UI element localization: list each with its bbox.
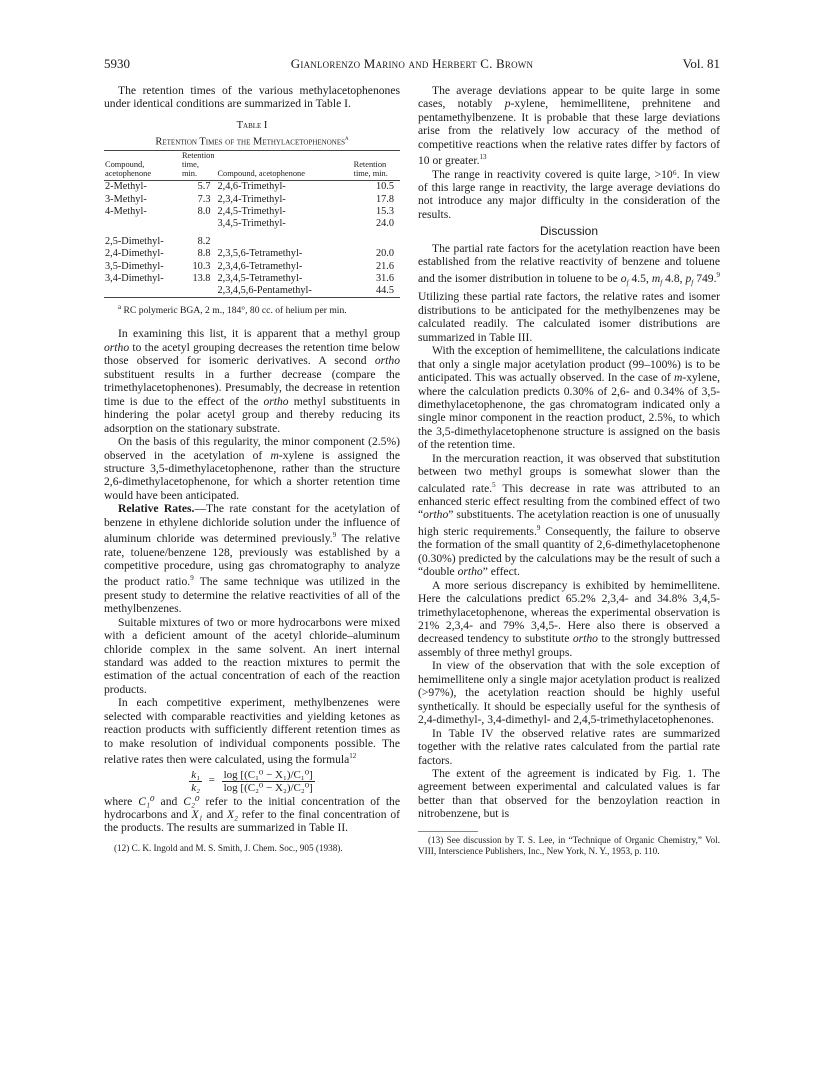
table-row: 2,3,4,5,6-Pentamethyl- 44.5 <box>104 285 400 298</box>
running-authors: Gianlorenzo Marino and Herbert C. Brown <box>290 56 534 71</box>
footnote-12: (12) C. K. Ingold and M. S. Smith, J. Chem. Soc., 905 (1938). <box>114 842 343 853</box>
rate-formula: $\frac{\text{k₁}}{\text{k₂}}$ = $\frac{\text{log [(C₁⁰ − X₁)/C₁⁰]}}{\text{log [(C₂⁰ − X₂)/C₂⁰]}}$ <box>191 768 313 794</box>
paragraph: A more serious discrepancy is exhibited by hemimellitene. Here the calculations predict 65.2% 2,3,4- and 34.8% 3,4,5-trimethylacetophenone, whereas the experimental observation is 21% 2,3,4- and 79% 3,4,5-. Here also there is observed a decreased tendency to substitute ortho to the strongly buttressed assembly of three methyl groups. <box>418 578 720 659</box>
left-column <box>104 84 400 854</box>
table-row: 3,5-Dimethyl- 10.3 2,3,4,6-Tetramethyl- 21.6 <box>105 260 394 272</box>
paragraph: In examining this list, it is apparent that a methyl group ortho to the acetyl grouping decreases the retention time below those observed for isomeric derivatives. A second ortho substituent results in a further decrease (compare the trimethylacetophenones). Presumably, the decrease in retention time is due to the effect of the ortho methyl substituents in hindering the polar acetyl group and thereby reducing its adsorption on the stationary substrate. <box>104 327 400 435</box>
column-header: Compound, acetophenone <box>216 151 352 181</box>
section-heading: Discussion <box>539 224 599 239</box>
table-row: 2,4-Dimethyl- 8.8 2,3,5,6-Tetramethyl- 20.0 <box>105 248 394 260</box>
paragraph: The partial rate factors for the acetylation reaction have been established from the relative reactivity of benzene and toluene and the isomer distribution in toluene to be $o_f$ 4.5, $m_f$ 4.8, $p_f$ 749.$^9$ Utilizing these partial rate factors, the relative rates and isomer distributions to be anticipated for the methylbenzenes may be calculated readily. The calculated isomer distributions are summarized in Table III. <box>418 241 721 344</box>
column-header: Retention time, min. <box>181 151 217 181</box>
retention-times-table <box>104 150 400 298</box>
table-row: 4-Methyl- 8.0 2,4,5-Trimethyl- 15.3 <box>105 205 394 217</box>
paragraph: The extent of the agreement is indicated by Fig. 1. The agreement between experimental and calculated values is far better than that observed for the benzoylation reaction in nitrobenzene, but is <box>418 766 720 821</box>
table-row: 2,5-Dimethyl- 8.2 <box>105 236 211 248</box>
paragraph: In the mercuration reaction, it was observed that substitution between two methyl groups is somewhat slower than the calculated rate.$^5$ This decrease in rate was attributed to an enhanced steric effect resulting from the combined effect of two “ortho” substituents. The acetylation reaction is one of unusually high steric requirements.$^9$ Consequently, the failure to observe the formation of the small quantity of 2,6-dimethylacetophenone (0.30%) predicted by the calculations may be the result of such a “double ortho” effect. <box>418 451 720 579</box>
table-title: Retention Times of the Methylacetophenones$^a$ <box>155 133 349 148</box>
paragraph: The range in reactivity covered is quite large, >10⁶. In view of this large range in reactivity, the large average deviations do not introduce any major difficulty in the consideration of the results. <box>418 167 720 221</box>
column-header: Retention time, min. <box>353 151 400 181</box>
paragraph: The average deviations appear to be quite large in some cases, notably p-xylene, hemimellitene, prehnitene and pentamethylbenzene. It is probable that these large deviations arise from the relatively low accuracy of the method of competitive reactions when the relative rates differ by factors of 10 or greater.$^{13}$ <box>418 84 720 168</box>
table-footnote: $^a$ RC polymeric BGA, 2 m., 184°, 80 cc. of helium per min. <box>118 303 347 317</box>
footnote-13: (13) See discussion by T. S. Lee, in “Technique of Organic Chemistry,” Vol. VIII, Interscience Publishers, Inc., New York, N. Y., 1953, p. 110. <box>418 834 720 856</box>
paragraph: Relative Rates.—The rate constant for the acetylation of benzene in ethylene dichloride solution under the influence of aluminum chloride was determined previously.$^9$ The relative rate, toluene/benzene 128, previously was established by a competitive procedure, using gas chromatography to analyze the product ratio.$^9$ The same technique was utilized in the present study to determine the relative reactivities of all of the methylbenzenes. <box>104 502 400 616</box>
right-column <box>418 84 720 857</box>
paragraph: With the exception of hemimellitene, the calculations indicate that only a single major acetylation product (99–100%) is to be anticipated. This was actually observed. In the case of m-xylene, where the calculation predicts 0.30% of 2,6- and 0.34% of 3,5-dimethylacetophenone, the gas chromatogram indicated only a single minor component in the reaction product, 2.5%, to which the 3,5-dimethylacetophenone structure is assigned on the basis of the retention time. <box>418 344 720 452</box>
paragraph: In view of the observation that with the sole exception of hemimellitene only a single major acetylation product is realized (>97%), the acetylation reaction should be highly useful synthetically. It should be especially useful for the synthesis of 2,4-dimethyl-, 3,4-dimethyl- and 2,4,5-trimethylacetophenones. <box>418 659 720 727</box>
paragraph: On the basis of this regularity, the minor component (2.5%) observed in the acetylation of m-xylene is assigned the structure 3,5-dimethylacetophenone, rather than the structure 2,6-dimethylacetophenone, for which a shorter retention time would have been anticipated. <box>104 435 400 502</box>
table-label: Table I <box>236 119 268 131</box>
column-header: Compound, acetophenone <box>104 151 181 181</box>
paragraph: In Table IV the observed relative rates are summarized together with the relative rates calculated from the partial rate factors. <box>418 726 720 767</box>
footnote-divider <box>418 831 478 832</box>
paragraph: In each competitive experiment, methylbenzenes were selected with comparable reactivities and yielding ketones as reaction products with sufficiently different retention times as to make resolution of individual components possible. The relative rates then were calculated, using the formula$^{12}$ <box>104 696 400 767</box>
page-number: 5930 <box>104 56 130 71</box>
table-row: 3,4-Dimethyl- 13.8 2,3,4,5-Tetramethyl- 31.6 <box>105 272 394 284</box>
table-row: 2-Methyl- 5.7 2,4,6-Trimethyl- 10.5 <box>105 181 394 193</box>
paragraph: The retention times of the various methylacetophenones under identical conditions are summarized in Table I. <box>104 84 400 111</box>
volume-label: Vol. 81 <box>682 56 720 71</box>
run-in-heading: Relative Rates. <box>118 502 195 516</box>
running-header <box>104 56 720 74</box>
paragraph: where C₁⁰ and C₂⁰ refer to the initial concentration of the hydrocarbons and X₁ and X₂ refer to the final concentration of the products. The results are summarized in Table II. <box>104 794 400 835</box>
table-row: 3,4,5-Trimethyl- 24.0 <box>217 218 394 230</box>
paragraph: Suitable mixtures of two or more hydrocarbons were mixed with a deficient amount of the acetyl chloride–aluminum chloride complex in the same solvent. An inert internal standard was added to the reaction mixtures to permit the estimation of the actual concentration of each of the reaction products. <box>104 615 400 696</box>
table-row: 3-Methyl- 7.3 2,3,4-Trimethyl- 17.8 <box>105 193 394 205</box>
